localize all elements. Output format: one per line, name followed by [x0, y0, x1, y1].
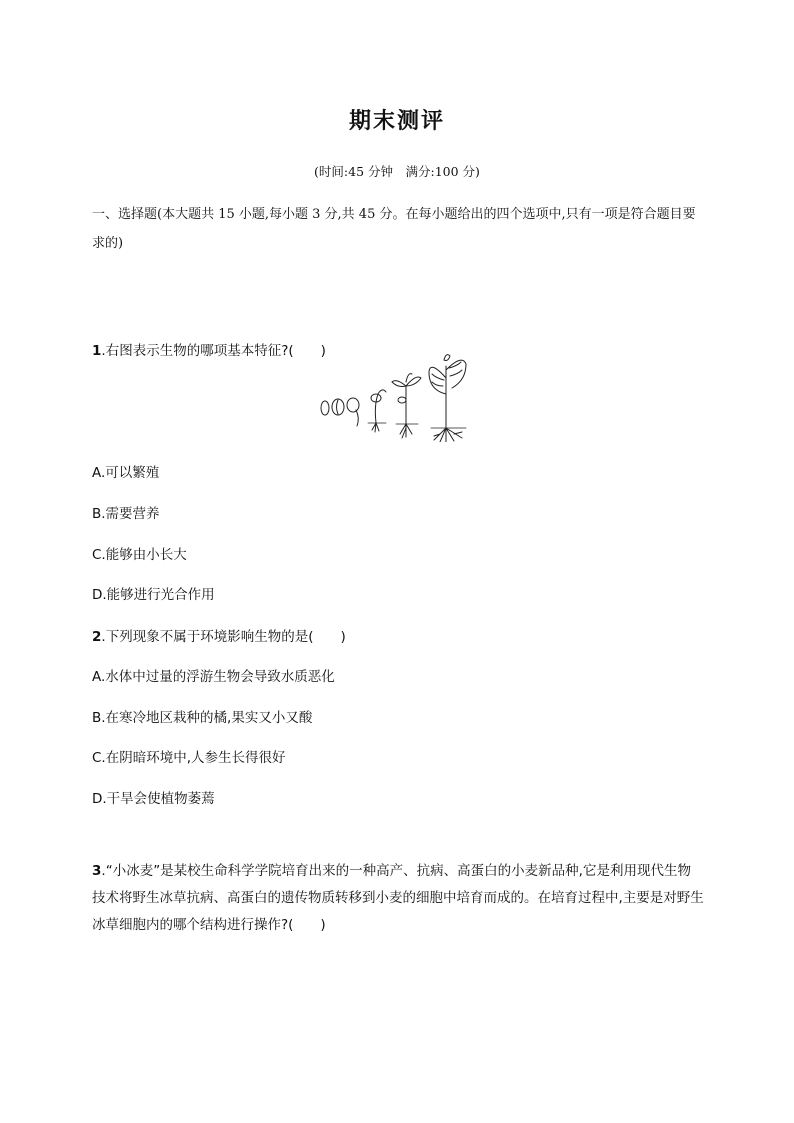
seed-stage-1-icon — [321, 401, 329, 415]
seed-stage-2-icon — [332, 399, 344, 415]
section-heading: 一、选择题(本大题共 15 小题,每小题 3 分,共 45 分。在每小题给出的四个选项中,只有一项是符合题目要求的) — [92, 207, 696, 251]
question-2-option-c: C.在阴暗环境中,人参生长得很好 — [92, 750, 286, 766]
seedling-stage-5-icon — [392, 374, 421, 438]
question-text: .右图表示生物的哪项基本特征?( ) — [101, 343, 326, 359]
exam-time-and-score: (时间:45 分钟 满分:100 分) — [314, 164, 480, 179]
sprout-stage-4-icon — [368, 390, 386, 432]
question-2-stem — [92, 627, 712, 647]
question-number: 1 — [92, 343, 102, 359]
question-1-option-b: B.需要营养 — [92, 506, 160, 522]
question-3-stem — [92, 858, 704, 939]
question-1-option-d: D.能够进行光合作用 — [92, 587, 215, 603]
question-2-option-b: B.在寒冷地区栽种的橘,果实又小又酸 — [92, 710, 313, 726]
question-number: 2 — [92, 629, 102, 645]
seed-stage-3-icon — [347, 398, 359, 426]
question-2-option-a: A.水体中过量的浮游生物会导致水质恶化 — [92, 669, 335, 685]
question-text: .“小冰麦”是某校生命科学学院培育出来的一种高产、抗病、高蛋白的小麦新品种,它是利用现代生物技术将野生冰草抗病、高蛋白的遗传物质转移到小麦的细胞中培育而成的。在培育过程中,主要是对野生冰草细胞内的哪个结构进行操作?( ) — [92, 863, 704, 933]
question-2-option-d: D.干旱会使植物萎蔫 — [92, 791, 215, 807]
question-1-option-c: C.能够由小长大 — [92, 547, 187, 563]
question-1-option-a: A.可以繁殖 — [92, 465, 160, 481]
seed-germination-figure — [316, 350, 482, 442]
question-text: .下列现象不属于环境影响生物的是( ) — [101, 629, 346, 645]
young-plant-stage-6-icon — [429, 355, 466, 442]
question-number: 3 — [92, 863, 102, 879]
page-title: 期末测评 — [348, 109, 445, 134]
